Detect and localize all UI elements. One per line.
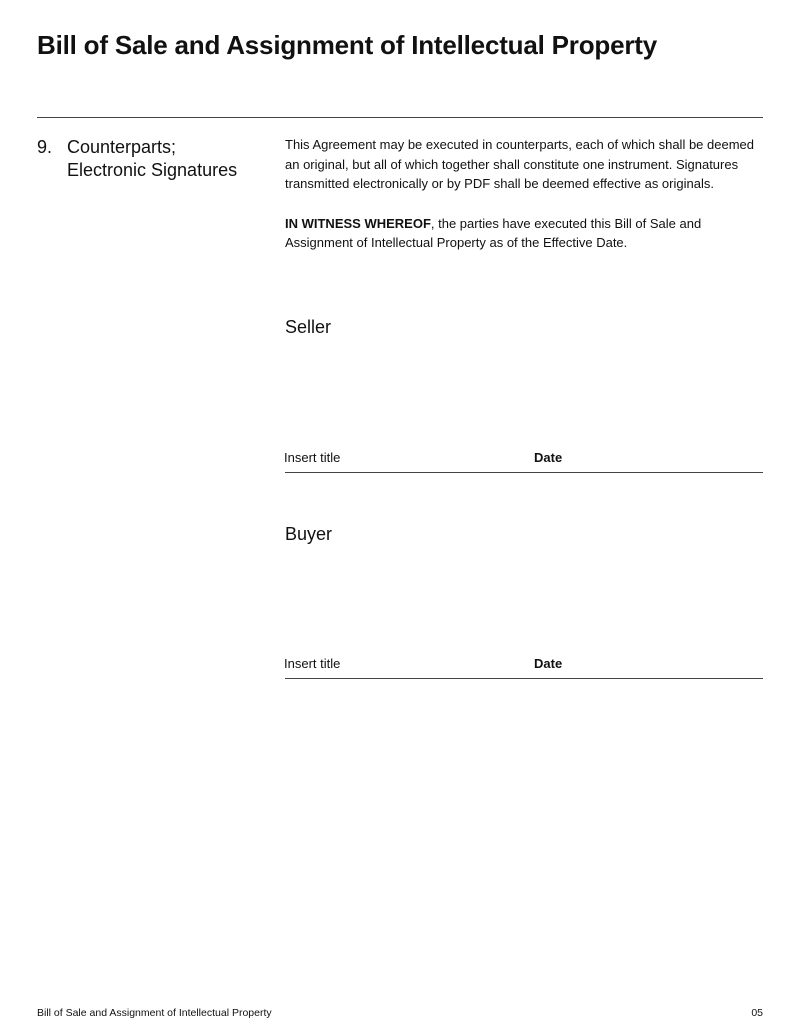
section-heading xyxy=(37,136,267,182)
seller-title-field[interactable]: Insert title xyxy=(284,450,341,465)
witness-lead: IN WITNESS WHEREOF xyxy=(285,215,431,231)
buyer-label: Buyer xyxy=(285,524,333,544)
seller-signature-row xyxy=(284,450,763,468)
buyer-signature-line xyxy=(285,678,763,679)
header-divider xyxy=(37,117,763,118)
section-title-line-2: Electronic Signatures xyxy=(67,160,238,180)
seller-date-label: Date xyxy=(534,450,563,465)
section-number: 9. xyxy=(37,137,53,157)
section-title xyxy=(67,136,267,182)
witness-text: , the parties have executed this Bill of Sale and Assignment of Intellectual Property as of the Effective Date. xyxy=(285,215,702,251)
seller-label: Seller xyxy=(285,317,332,337)
page-number: 05 xyxy=(751,1007,763,1019)
counterparts-paragraph: This Agreement may be executed in counterparts, each of which shall be deemed an original, but all of which together shall constitute one instrument. Signatures transmitted electronically or by PDF shall be deemed effective as originals. xyxy=(285,137,754,192)
footer-document-title: Bill of Sale and Assignment of Intellectual Property xyxy=(37,1007,272,1019)
buyer-title-field[interactable]: Insert title xyxy=(284,656,341,671)
seller-signature-line xyxy=(285,472,763,473)
section-body xyxy=(285,135,763,253)
section-title-line-1: Counterparts; xyxy=(67,137,177,157)
document-title: Bill of Sale and Assignment of Intellectual Property xyxy=(37,30,657,60)
witness-paragraph xyxy=(285,214,763,253)
buyer-date-label: Date xyxy=(534,656,563,671)
buyer-signature-row xyxy=(284,656,763,674)
